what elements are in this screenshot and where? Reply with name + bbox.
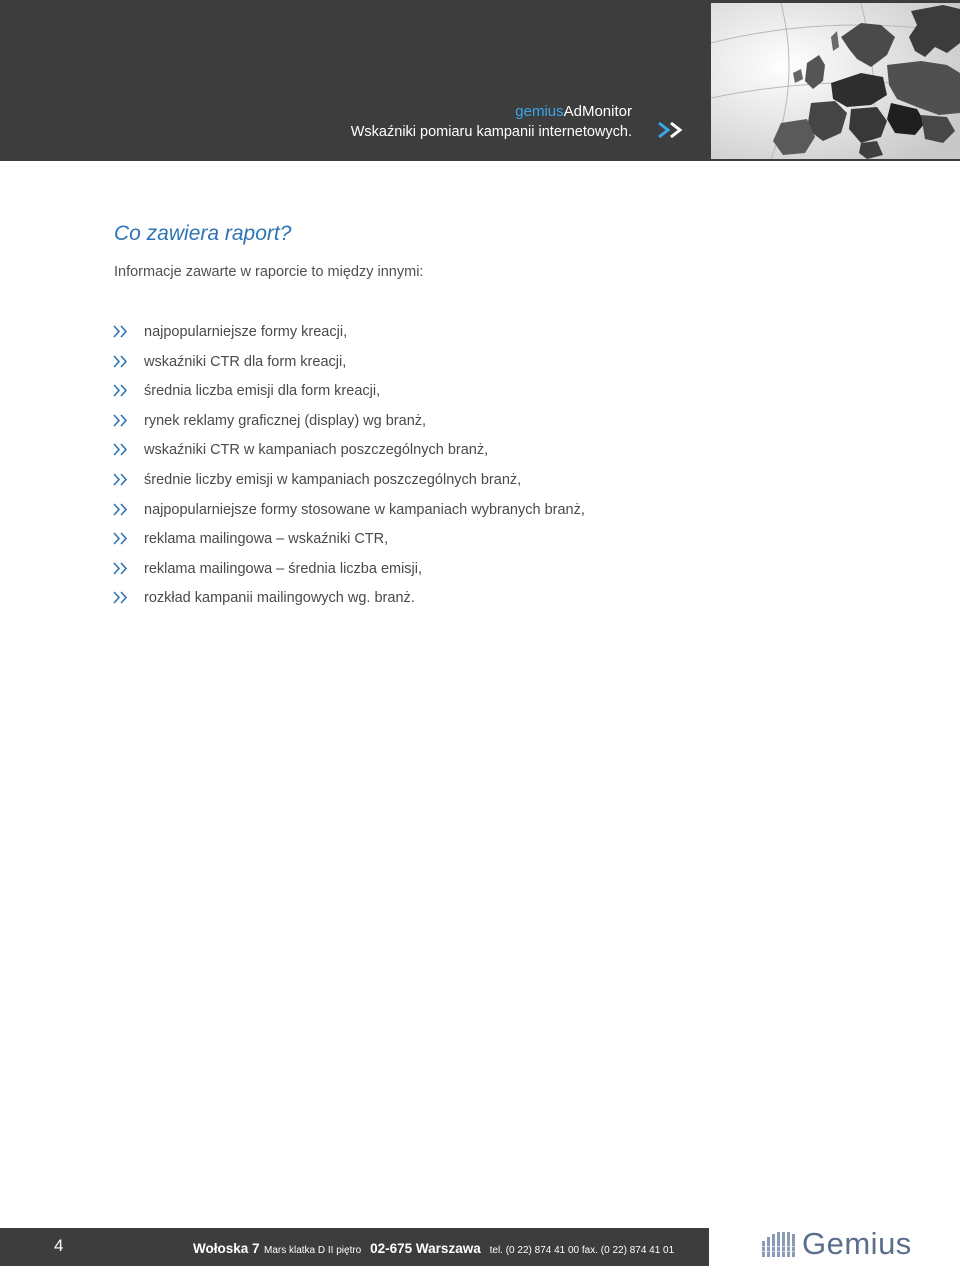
list-item [112,379,812,409]
list-item-text: reklama mailingowa – wskaźniki CTR, [144,531,389,548]
list-item-text: najpopularniejsze formy kreacji, [144,324,348,340]
intro-text: Informacje zawarte w raporcie to między innymi: [114,264,424,280]
gemius-logo-text: Gemius [802,1226,912,1261]
footer-postal-city: 02-675 Warszawa [370,1241,481,1256]
europe-map-image [711,3,960,159]
brand-part-admonitor: AdMonitor [563,103,632,120]
double-chevron-right-icon [112,354,130,369]
list-item-text: średnia liczba emisji dla form kreacji, [144,383,381,400]
list-item [112,409,812,439]
header-text [351,103,632,142]
list-item [112,350,812,380]
section-title: Co zawiera raport? [114,222,292,245]
list-item-text: rozkład kampanii mailingowych wg. branż. [144,590,415,607]
list-item-text: wskaźniki CTR dla form kreacji, [144,353,347,370]
double-chevron-right-icon [112,442,130,457]
double-chevron-right-icon [112,413,130,428]
page-number: 4 [54,1236,64,1255]
list-item-text: średnie liczby emisji w kampaniach poszczególnych branż, [144,471,522,488]
list-item [112,498,812,528]
list-item [112,586,812,616]
brand-name [351,103,632,121]
list-item [112,557,812,587]
list-item-text: reklama mailingowa – średnia liczba emisji, [144,560,423,577]
list-item [112,527,812,557]
footer-phone-fax: tel. (0 22) 874 41 00 fax. (0 22) 874 41 01 [489,1245,675,1256]
footer-address [193,1240,674,1258]
footer-building: Mars klatka D II piętro [263,1245,362,1256]
list-item [112,320,812,350]
list-item [112,468,812,498]
list-item-text: najpopularniejsze formy stosowane w kampaniach wybranych branż, [144,501,585,518]
double-chevron-right-icon [112,472,130,487]
list-item [112,438,812,468]
footer-street: Wołoska 7 [193,1241,260,1256]
brand-part-gemius: gemius [515,103,564,120]
double-chevron-right-icon [112,502,130,517]
list-item-text: wskaźniki CTR w kampaniach poszczególnych branż, [144,442,489,459]
list-item-text: rynek reklamy graficznej (display) wg branż, [144,412,427,429]
double-chevron-right-icon [112,561,130,576]
report-contents-list [112,320,812,616]
page-header [0,0,960,161]
double-chevron-right-icon [656,117,686,143]
header-tagline: Wskaźniki pomiaru kampanii internetowych. [350,124,632,140]
double-chevron-right-icon [112,590,130,605]
double-chevron-right-icon [112,324,130,339]
double-chevron-right-icon [112,383,130,398]
double-chevron-right-icon [112,531,130,546]
